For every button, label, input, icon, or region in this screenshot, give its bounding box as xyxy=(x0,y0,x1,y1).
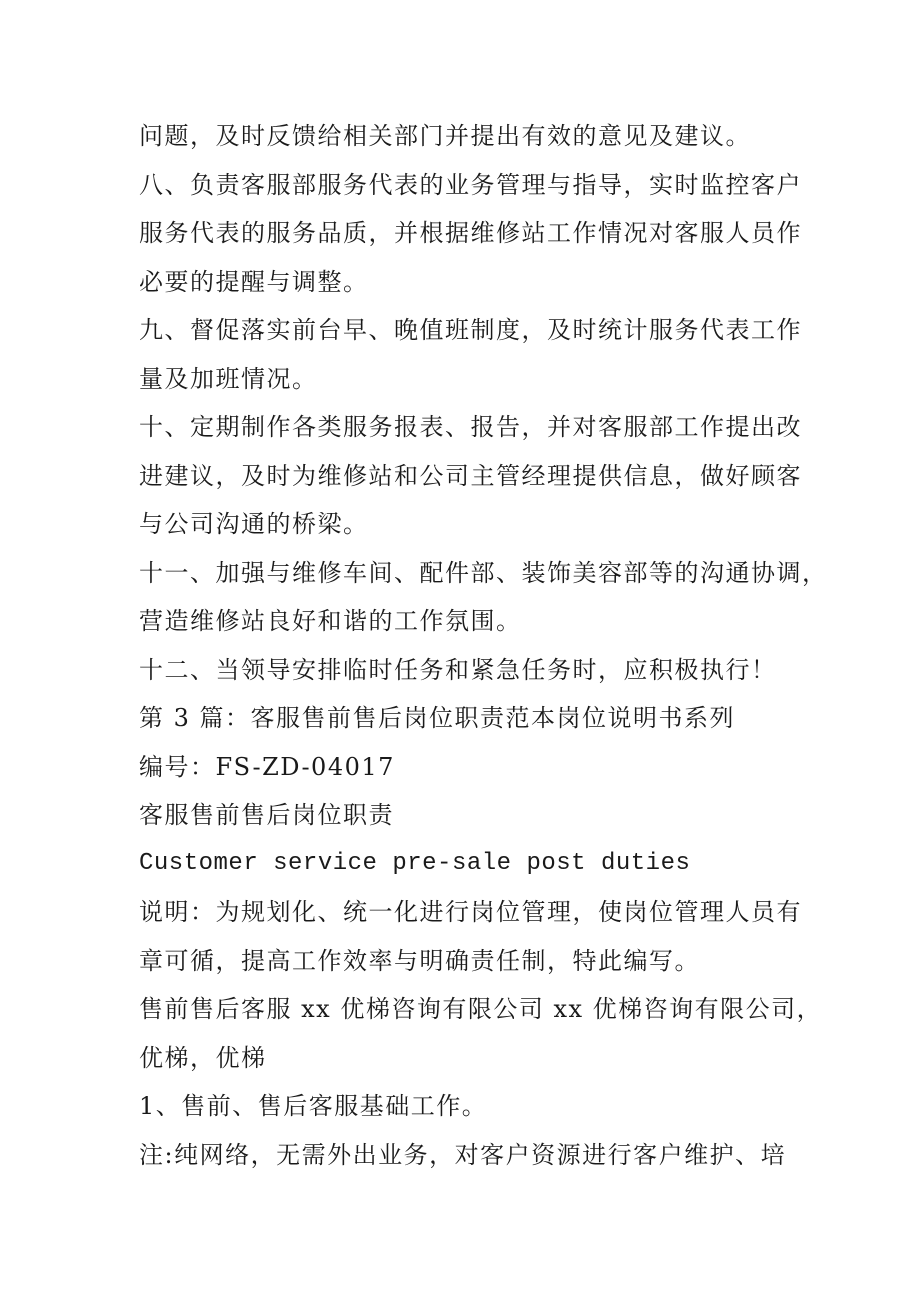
text-line: 十二、当领导安排临时任务和紧急任务时，应积极执行！ xyxy=(139,655,777,684)
text-line: 量及加班情况。 xyxy=(139,364,318,393)
document-title-english: Customer service pre-sale post duties xyxy=(139,849,691,877)
text-line: 八、负责客服部服务代表的业务管理与指导，实时监控客户 xyxy=(139,170,802,199)
text-line: 说明：为规划化、统一化进行岗位管理，使岗位管理人员有 xyxy=(139,898,802,926)
document-number: 编号：FS-ZD-04017 xyxy=(139,752,395,781)
section-title: 第 3 篇：客服售前售后岗位职责范本岗位说明书系列 xyxy=(139,704,736,732)
text-line: 问题，及时反馈给相关部门并提出有效的意见及建议。 xyxy=(139,122,751,150)
text-line: 优梯，优梯 xyxy=(139,1043,267,1072)
document-title: 客服售前售后岗位职责 xyxy=(139,801,394,829)
text-line: 注:纯网络，无需外出业务，对客户资源进行客户维护、培 xyxy=(139,1140,787,1169)
text-line: 服务代表的服务品质，并根据维修站工作情况对客服人员作 xyxy=(139,219,802,247)
text-line: 营造维修站良好和谐的工作氛围。 xyxy=(139,607,522,635)
text-line: 与公司沟通的桥梁。 xyxy=(139,510,369,538)
document-body xyxy=(139,112,828,1179)
text-line: 必要的提醒与调整。 xyxy=(139,267,369,296)
text-line: 进建议，及时为维修站和公司主管经理提供信息，做好顾客 xyxy=(139,461,802,490)
text-line: 章可循，提高工作效率与明确责任制，特此编写。 xyxy=(139,946,700,975)
text-line: 九、督促落实前台早、晚值班制度，及时统计服务代表工作 xyxy=(139,316,802,344)
text-line: 十、定期制作各类服务报表、报告，并对客服部工作提出改 xyxy=(139,413,802,441)
text-line: 十一、加强与维修车间、配件部、装饰美容部等的沟通协调， xyxy=(139,558,828,587)
text-line: 1、售前、售后客服基础工作。 xyxy=(139,1092,488,1120)
text-line: 售前售后客服 xx 优梯咨询有限公司 xx 优梯咨询有限公司， xyxy=(139,995,823,1023)
